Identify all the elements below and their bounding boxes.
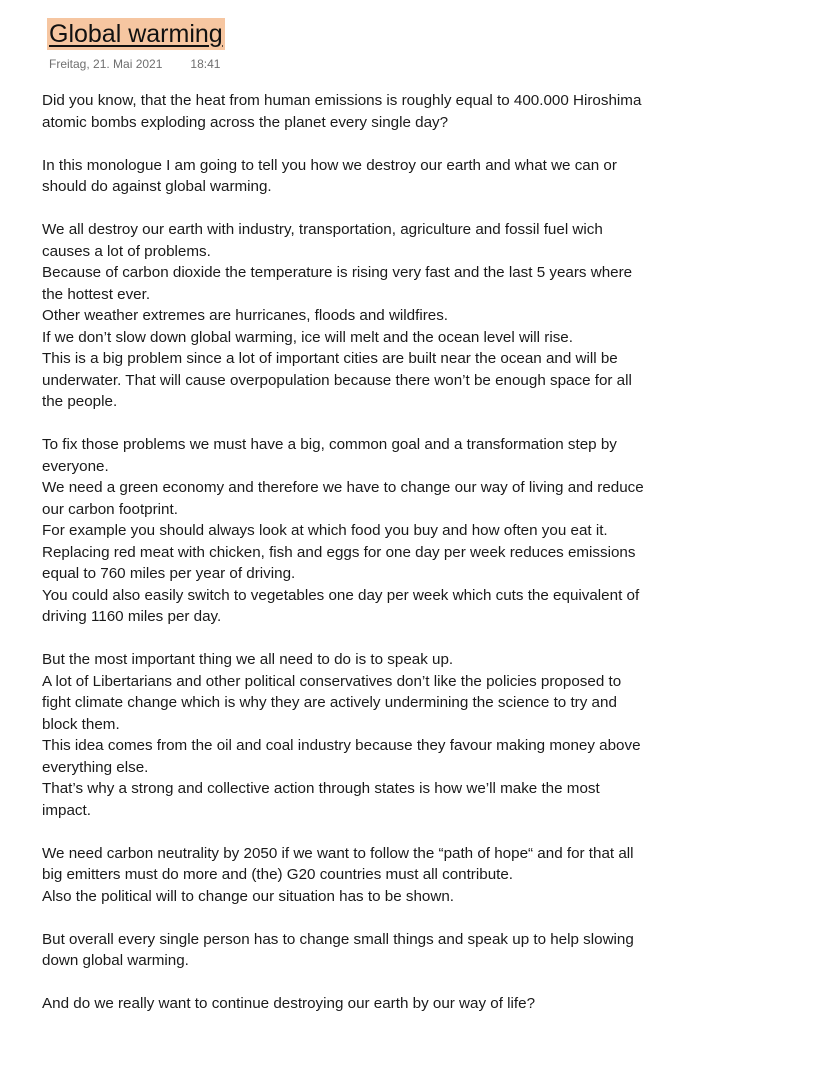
text-line: big emitters must do more and (the) G20 countries must all contribute. [42,866,514,883]
page-title: Global warming [49,20,223,48]
text-line: That’s why a strong and collective action through states is how we’ll make the most [42,780,600,797]
note-meta [49,57,220,71]
note-date: Freitag, 21. Mai 2021 [49,57,163,71]
text-line: This idea comes from the oil and coal industry because they favour making money above [42,737,641,754]
text-line: A lot of Libertarians and other political conservatives don’t like the policies proposed to [42,672,622,690]
paragraph [42,90,702,133]
text-line: You could also easily switch to vegetables one day per week which cuts the equivalent of [42,586,640,604]
paragraph [42,649,702,821]
text-line: everyone. [42,457,109,475]
text-line: impact. [42,801,91,819]
text-line: This is a big problem since a lot of important cities are built near the ocean and will be [42,350,618,367]
text-line: If we don’t slow down global warming, ice will melt and the ocean level will rise. [42,328,573,346]
text-line: We all destroy our earth with industry, transportation, agriculture and fossil fuel wich [42,221,603,238]
text-line: the people. [42,393,118,410]
paragraph [42,843,702,908]
text-line: fight climate change which is why they are actively undermining the science to try and [42,694,617,711]
text-line: To fix those problems we must have a big, common goal and a transformation step by [42,436,617,453]
text-line: atomic bombs exploding across the planet every single day? [42,113,449,131]
paragraph [42,155,702,198]
title-container [47,18,225,50]
text-line: causes a lot of problems. [42,242,211,260]
note-time: 18:41 [190,57,221,71]
text-line: For example you should always look at which food you buy and how often you eat it. [42,522,608,539]
text-line: Because of carbon dioxide the temperature is rising very fast and the last 5 years where [42,264,633,281]
note-body [42,90,702,1036]
text-line: block them. [42,715,120,733]
text-line: down global warming. [42,952,189,969]
text-line: But the most important thing we all need to do is to speak up. [42,651,454,668]
text-line: the hottest ever. [42,285,151,303]
text-line: Did you know, that the heat from human emissions is roughly equal to 400.000 Hiroshima [42,92,642,109]
text-line: And do we really want to continue destroying our earth by our way of life? [42,995,536,1012]
text-line: equal to 760 miles per year of driving. [42,565,296,582]
text-line: driving 1160 miles per day. [42,608,222,625]
paragraph [42,434,702,628]
text-line: Other weather extremes are hurricanes, floods and wildfires. [42,307,449,324]
paragraph [42,219,702,413]
text-line: our carbon footprint. [42,500,178,518]
text-line: everything else. [42,758,149,776]
paragraph [42,929,702,972]
text-line: We need carbon neutrality by 2050 if we want to follow the “path of hope“ and for that all [42,844,634,862]
text-line: Replacing red meat with chicken, fish and eggs for one day per week reduces emissions [42,543,636,561]
text-line: should do against global warming. [42,178,272,195]
text-line: Also the political will to change our situation has to be shown. [42,887,454,905]
text-line: underwater. That will cause overpopulation because there won’t be enough space for all [42,371,632,389]
text-line: But overall every single person has to change small things and speak up to help slowing [42,930,634,948]
text-line: In this monologue I am going to tell you how we destroy our earth and what we can or [42,156,617,174]
text-line: We need a green economy and therefore we have to change our way of living and reduce [42,479,644,496]
paragraph [42,993,702,1015]
